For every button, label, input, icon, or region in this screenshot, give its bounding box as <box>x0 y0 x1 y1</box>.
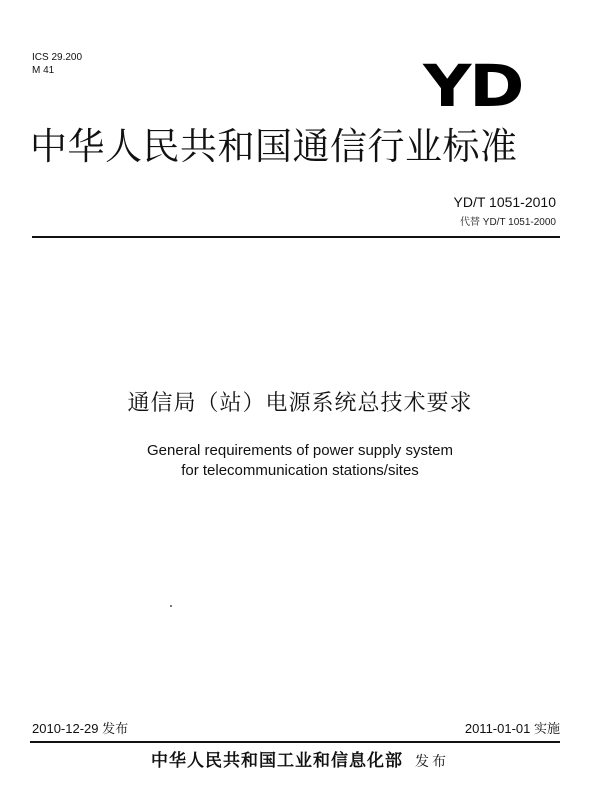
publisher-line <box>0 749 600 774</box>
classification-block <box>32 51 82 77</box>
standard-title: 中华人民共和国通信行业标准 <box>30 125 518 168</box>
ccs-code: M 41 <box>32 65 55 76</box>
standard-code: YD/T 1051-2010 <box>453 194 556 210</box>
scan-speck <box>170 605 172 607</box>
english-title-line-2: for telecommunication stations/sites <box>181 462 419 479</box>
bottom-divider <box>30 741 560 743</box>
yd-logo: YD <box>422 52 522 120</box>
publish-word: 发布 <box>415 754 449 770</box>
implement-date: 2011-01-01 实施 <box>464 721 560 736</box>
english-title-line-1: General requirements of power supply system <box>147 442 453 459</box>
replaces-note: 代替 YD/T 1051-2000 <box>460 217 556 228</box>
top-divider <box>32 236 560 238</box>
ics-code: ICS 29.200 <box>32 52 83 63</box>
document-title: 通信局（站）电源系统总技术要求 <box>127 391 473 416</box>
publisher-name: 中华人民共和国工业和信息化部 <box>151 751 403 771</box>
issue-date: 2010-12-29 发布 <box>32 721 129 736</box>
english-title <box>0 441 600 481</box>
